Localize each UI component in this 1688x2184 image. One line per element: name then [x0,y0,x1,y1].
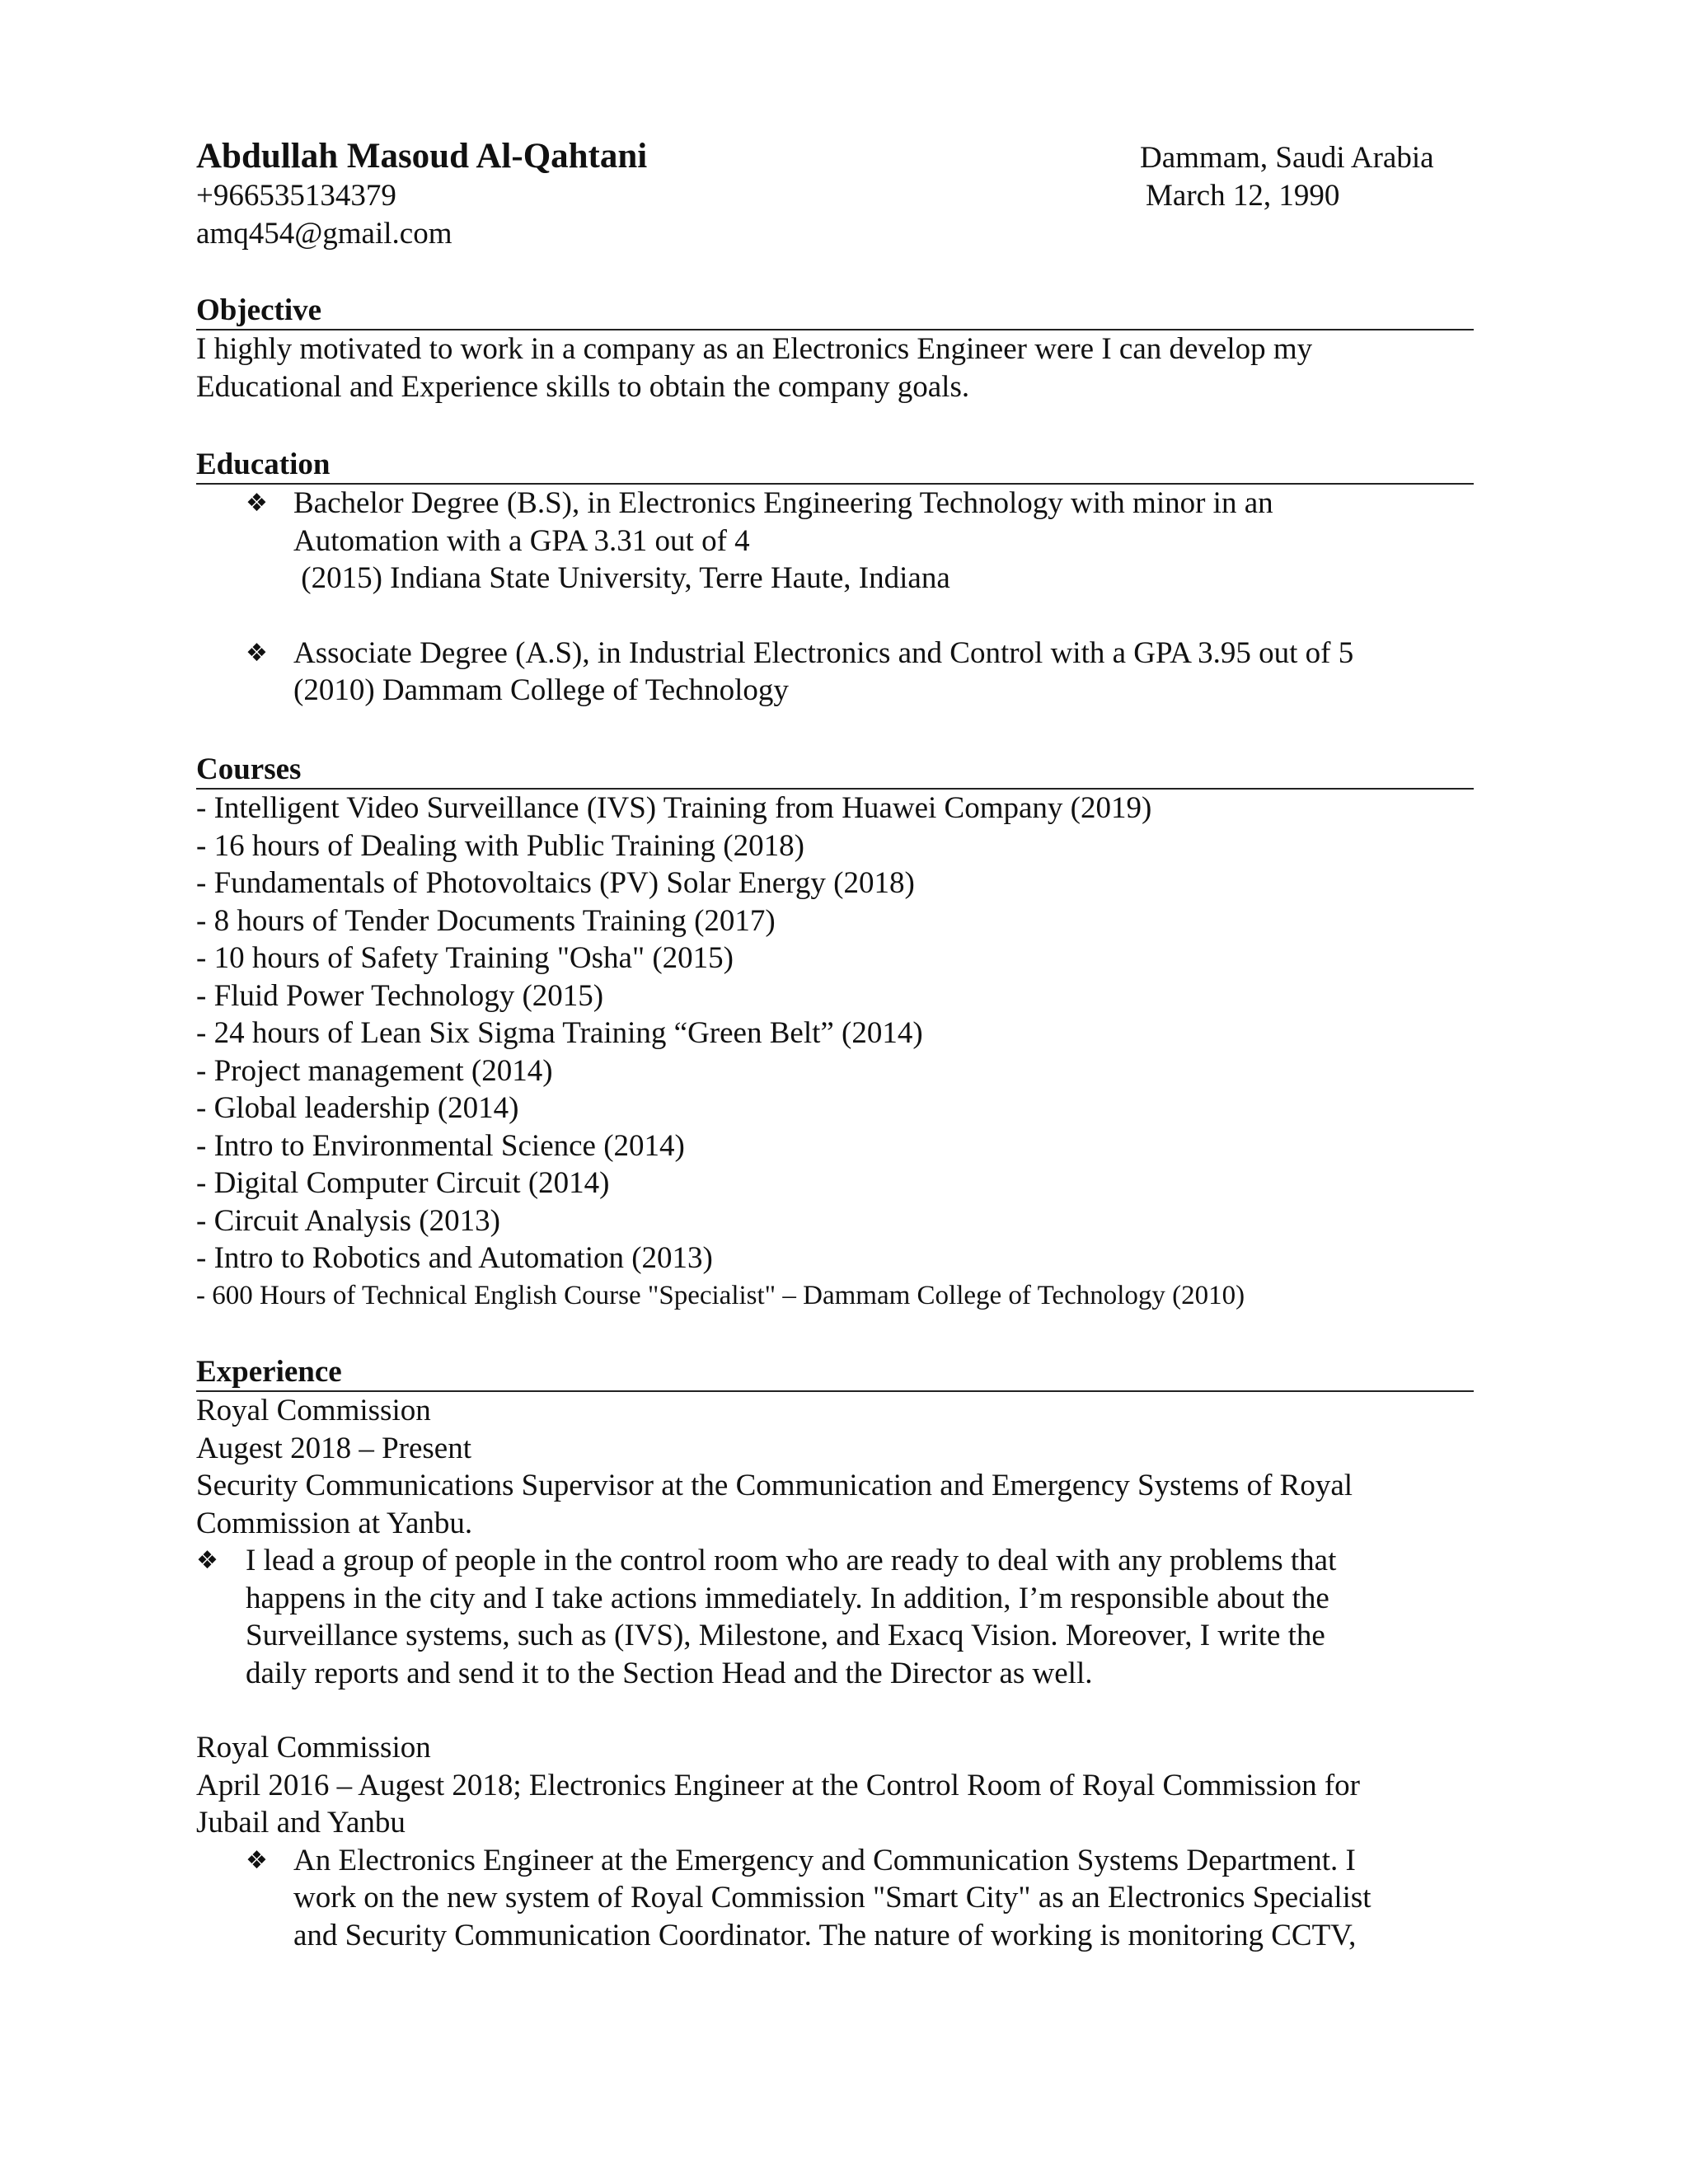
job-entry [196,1729,1474,1954]
education-section [196,447,1474,710]
job-role-line: Security Communications Supervisor at the Communication and Emergency Systems of Royal [196,1469,1353,1502]
education-line: (2010) Dammam College of Technology [293,673,789,707]
objective-text [196,330,1474,405]
course-item: - 8 hours of Tender Documents Training (2017) [196,903,776,938]
course-item: - 600 Hours of Technical English Course "Specialist" – Dammam College of Technology (2010) [196,1280,1245,1310]
course-item: - Fluid Power Technology (2015) [196,978,604,1013]
job-duty [196,1842,1474,1955]
education-item [196,635,1474,710]
job-period: Augest 2018 – Present [196,1431,471,1465]
education-line: Associate Degree (A.S), in Industrial Electronics and Control with a GPA 3.95 out of 5 [293,635,1354,670]
objective-line: I highly motivated to work in a company as an Electronics Engineer were I can develop my [196,332,1313,366]
education-line: Automation with a GPA 3.31 out of 4 [293,523,750,558]
job-duty-line: I lead a group of people in the control room who are ready to deal with any problems that [246,1544,1337,1577]
job-employer: Royal Commission [196,1731,431,1765]
job-entry [196,1392,1474,1692]
job-duty-line: daily reports and send it to the Section Head and the Director as well. [246,1656,1093,1690]
objective-line: Educational and Experience skills to obtain the company goals. [196,369,970,404]
location: Dammam, Saudi Arabia [1140,141,1434,175]
email-address: amq454@gmail.com [196,217,452,251]
job-employer: Royal Commission [196,1394,431,1427]
courses-section [196,752,1474,1315]
phone-number: +966535134379 [196,179,396,213]
objective-section [196,293,1474,405]
job-duty-line: and Security Communication Coordinator. The nature of working is monitoring CCTV, [293,1918,1357,1952]
job-duty-line: happens in the city and I take actions immediately. In addition, I’m responsible about the [246,1581,1329,1615]
experience-section [196,1354,1474,1954]
education-item [196,485,1474,598]
course-item: - Digital Computer Circuit (2014) [196,1166,610,1200]
diamond-bullet-icon: ❖ [246,638,268,668]
course-item: - 16 hours of Dealing with Public Training (2018) [196,828,804,863]
courses-title: Courses [196,752,1474,790]
course-item: - Intelligent Video Surveillance (IVS) Training from Huawei Company (2019) [196,791,1152,825]
job-duty-line: An Electronics Engineer at the Emergency and Communication Systems Department. I [293,1843,1356,1877]
job-duty [196,1542,1474,1692]
candidate-name: Abdullah Masoud Al-Qahtani [196,137,648,176]
course-item: - Project management (2014) [196,1053,553,1088]
education-title: Education [196,447,1474,485]
course-item: - Circuit Analysis (2013) [196,1203,500,1238]
job-duty-line: Surveillance systems, such as (IVS), Milestone, and Exacq Vision. Moreover, I write the [246,1619,1325,1652]
job-role-line: April 2016 – Augest 2018; Electronics Engineer at the Control Room of Royal Commission for [196,1768,1360,1802]
diamond-bullet-icon: ❖ [196,1546,218,1575]
course-item: - Intro to Robotics and Automation (2013) [196,1241,713,1275]
course-item: - Intro to Environmental Science (2014) [196,1128,685,1163]
job-role-line: Jubail and Yanbu [196,1806,406,1840]
course-item: - Fundamentals of Photovoltaics (PV) Solar Energy (2018) [196,866,915,900]
birth-date: March 12, 1990 [1146,179,1340,213]
job-role-line: Commission at Yanbu. [196,1506,473,1540]
diamond-bullet-icon: ❖ [246,1845,268,1875]
education-line: Bachelor Degree (B.S), in Electronics Engineering Technology with minor in an [293,486,1273,520]
objective-title: Objective [196,293,1474,330]
course-item: - 10 hours of Safety Training "Osha" (2015) [196,941,734,975]
experience-title: Experience [196,1354,1474,1392]
diamond-bullet-icon: ❖ [246,489,268,518]
course-item: - Global leadership (2014) [196,1091,519,1125]
education-line: (2015) Indiana State University, Terre Haute, Indiana [293,561,950,595]
courses-list [196,790,1474,1315]
job-duty-line: work on the new system of Royal Commission "Smart City" as an Electronics Specialist [293,1881,1372,1915]
course-item: - 24 hours of Lean Six Sigma Training “Green Belt” (2014) [196,1016,923,1050]
